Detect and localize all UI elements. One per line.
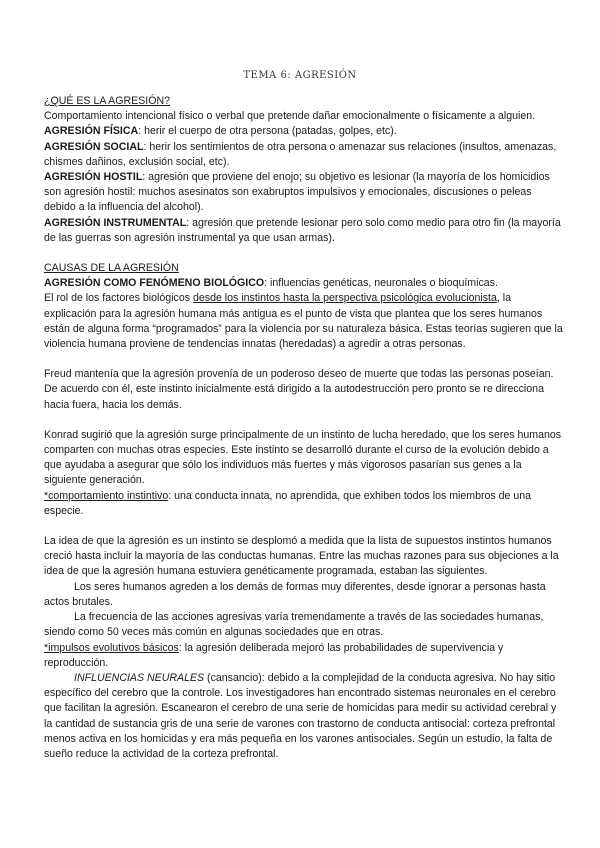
definition-social [44,140,566,170]
term-text: : agresión que pretende lesionar pero solo como medio para otro fin (la mayoría de las guerras son agresión instrumental ya que usan armas). [44,216,561,244]
paragraph-instinto: La idea de que la agresión es un instinto se desplomó a medida que la lista de supuestos instintos humanos creció hasta incluir la mayoría de las conductas humanas. Entre las muchas razones para sus objeciones a la idea de que la agresión humana estuviera genéticamente programada, estaban las siguientes. [44,535,559,578]
document-body [44,94,566,762]
paragraph-frecuencia: La frecuencia de las acciones agresivas varía tremendamente a través de las sociedades humanas, siendo como 50 veces más común en algunas sociedades que en otras. [44,611,544,639]
paragraph-influencias-neurales [44,671,566,762]
term-label: AGRESIÓN FÍSICA [44,125,139,138]
term-text: : la agresión deliberada mejoró las probabilidades de supervivencia y reproducción. [44,641,504,669]
section-heading-causas: CAUSAS DE LA AGRESIÓN [44,262,179,275]
paragraph-konrad: Konrad sugirió que la agresión surge principalmente de un instinto de lucha heredado, que los seres humanos comparten con muchas otras especies. Este instinto se desarrolló durante el curso de la evolución debido a que ayudaba a asegurar que sólo los individuos más fuertes y más vigorosos pasarían sus genes a la siguiente generación. [44,428,562,487]
term-text: : agresión que proviene del enojo; su objetivo es lesionar (la mayoría de los homicidios son agresión hostil: muchos asesinatos son exabruptos impulsivos y emocionales, discusiones o peleas debido a la influencia del alcohol). [44,171,550,214]
paragraph-freud: Freud mantenía que la agresión provenía de un poderoso deseo de muerte que todas las personas poseían. De acuerdo con él, este instinto inicialmente está dirigido a la autodestrucción pero pronto se re direcciona hacia fuera, hacia los demás. [44,368,554,411]
term-text: : influencias genéticas, neuronales o bioquímicas. [264,277,498,290]
term-text: : una conducta innata, no aprendida, que exhiben todos los miembros de una especie. [44,489,532,517]
definition-instrumental [44,216,566,246]
term-label: AGRESIÓN HOSTIL [44,171,143,184]
definition-impulsos-evolutivos [44,641,566,671]
section-heading-que-es: ¿QUÉ ES LA AGRESIÓN? [44,95,170,107]
paragraph-biologicos [44,291,566,352]
term-label: *impulsos evolutivos básicos [44,641,179,654]
underlined-phrase: desde los instintos hasta la perspectiva psicológica evolucionista [192,292,497,305]
term-label: AGRESIÓN COMO FENÓMENO BIOLÓGICO [44,277,265,290]
page-title: TEMA 6: AGRESIÓN [243,70,357,81]
text-run: , la explicación para la agresión humana más antigua es el punto de vista que plantea que los seres humanos están de alguna forma “programados” para la violencia por su naturaleza básica. Estas teorías sugieren que la violencia humana proviene de tendencias innatas (heredadas) a agredir a otras personas. [44,292,563,351]
definition-fisica [44,124,566,139]
bio-heading-line [44,276,566,291]
paragraph-formas: Los seres humanos agreden a los demás de formas muy diferentes, desde ignorar a personas hasta actos brutales. [44,580,546,608]
definition-comportamiento-instintivo [44,489,566,519]
term-label: AGRESIÓN SOCIAL [44,140,144,153]
term-text: (cansancio): debido a la complejidad de la conducta agresiva. No hay sitio específico del cerebro que la controle. Los investigadores han encontrado sistemas neuronales en el cerebro que facilitan la agresión. Escanearon el cerebro de una serie de homicidas para medir su actividad cerebral y la cantidad de sustancia gris de una serie de varones con trastorno de conducta antisocial: corteza prefrontal menos activa en los homicidas y era más pequeña en los varones antisociales. Según un estudio, la falta de sueño reduce la actividad de la corteza prefrontal. [44,671,557,760]
definition-hostil [44,170,566,216]
term-label: *comportamiento instintivo [44,489,169,502]
definition-intro: Comportamiento intencional físico o verbal que pretende dañar emocionalmente o físicamente a alguien. [44,110,536,123]
term-text: : herir los sentimientos de otra persona o amenazar sus relaciones (insultos, amenazas, chismes dañinos, exclusión social, etc). [44,140,557,168]
term-text: : herir el cuerpo de otra persona (patadas, golpes, etc). [138,125,397,138]
term-label: AGRESIÓN INSTRUMENTAL [44,216,187,229]
text-run: El rol de los factores biológicos [44,292,193,305]
term-label: INFLUENCIAS NEURALES [74,671,205,684]
